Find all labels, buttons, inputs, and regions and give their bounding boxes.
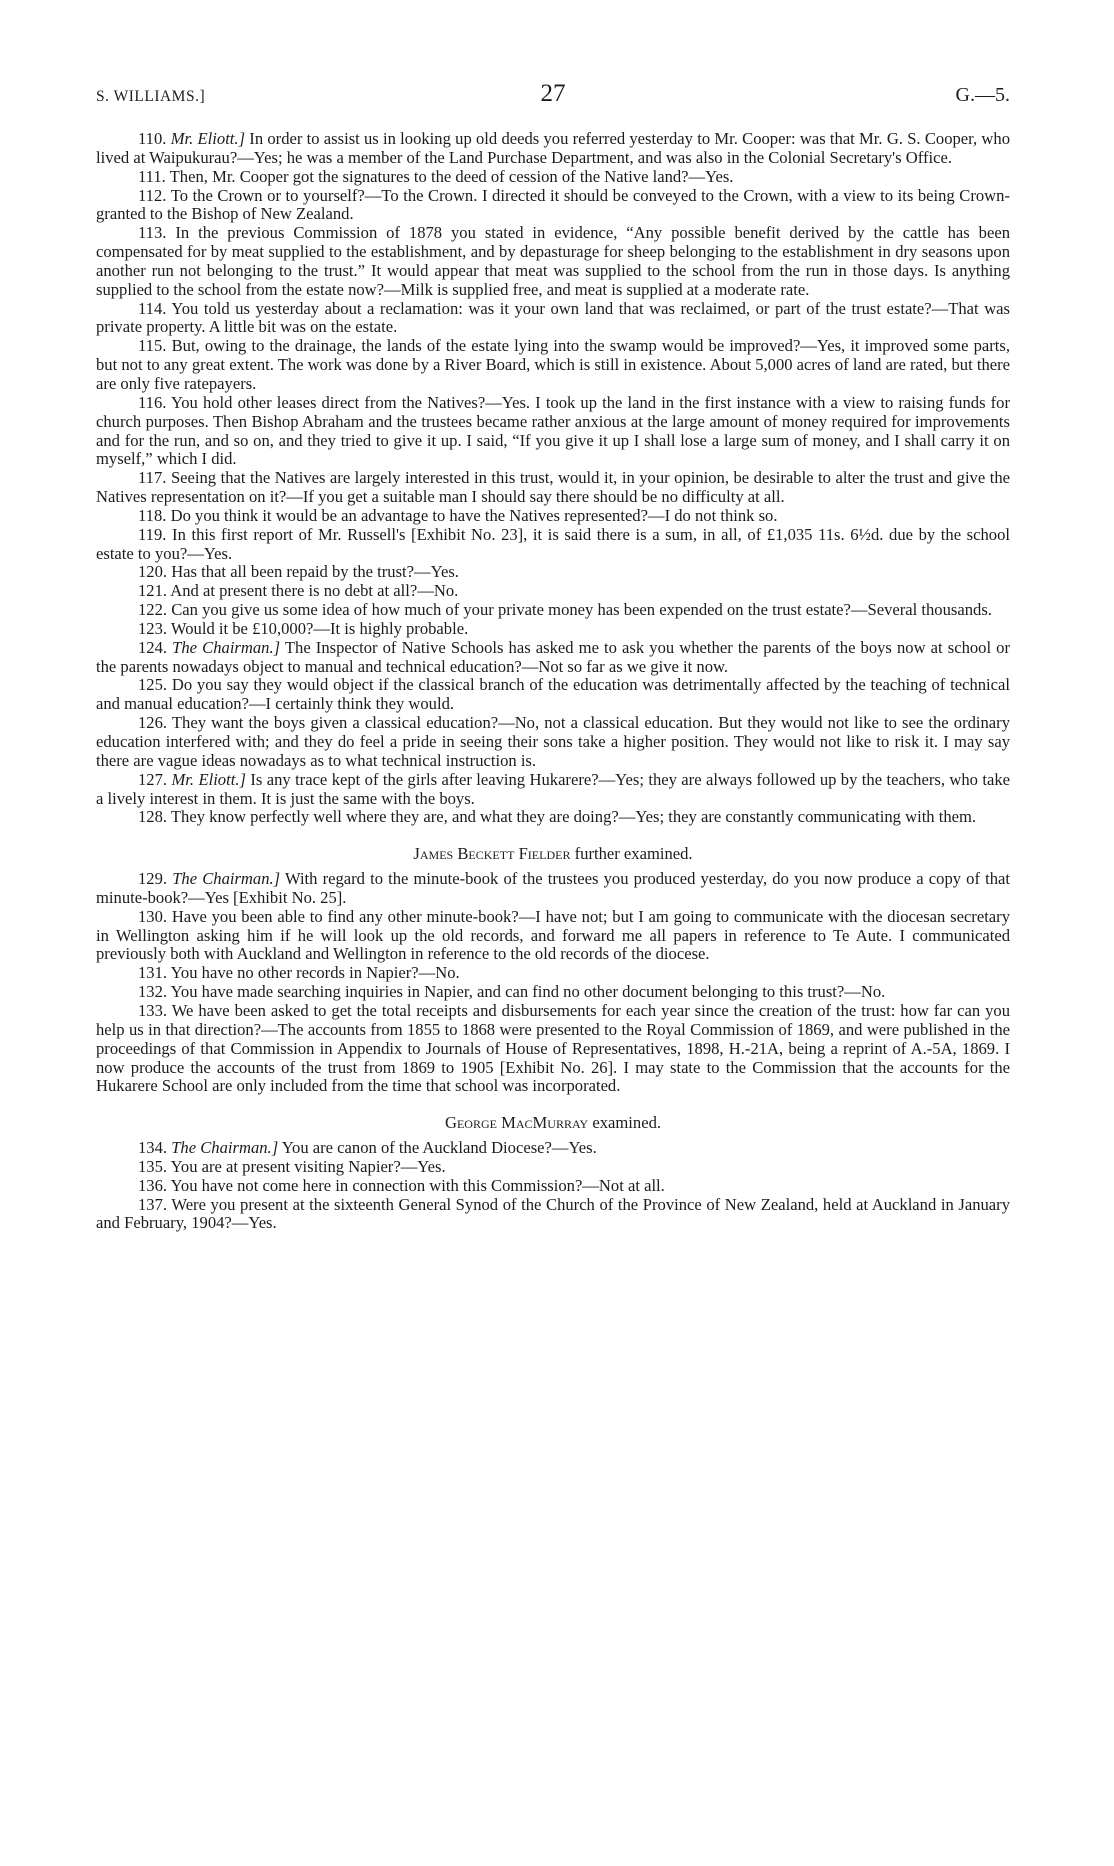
document-body: [96, 130, 1010, 1233]
question-paragraph: 123. Would it be £10,000?—It is highly probable.: [138, 618, 469, 638]
question-paragraph: 132. You have made searching inquiries in Napier, and can find no other document belonging to this trust?—No.: [138, 982, 886, 1002]
question-paragraph: 117. Seeing that the Natives are largely interested in this trust, would it, in your opinion, be desirable to alter the trust and give the Natives representation on it?—If you get a suitable man I should say there should be no difficulty at all.: [96, 468, 1010, 507]
question-paragraph: 134. The Chairman.] You are canon of the Auckland Diocese?—Yes.: [138, 1138, 597, 1158]
question-paragraph: 118. Do you think it would be an advantage to have the Natives represented?—I do not think so.: [138, 505, 778, 525]
question-paragraph: 126. They want the boys given a classical education?—No, not a classical education. But they would not like to see the ordinary education interfered with; and they do feel a pride in seeing their sons take a higher position. They would not like to risk it. I may say there are vague ideas nowadays as to what technical instruction is.: [96, 713, 1010, 770]
question-paragraph: 125. Do you say they would object if the classical branch of the education was detrimentally affected by the teaching of technical and manual education?—I certainly think they would.: [96, 675, 1010, 714]
question-paragraph: 113. In the previous Commission of 1878 you stated in evidence, “Any possible benefit derived by the cattle has been compensated for by meat supplied to the establishment, and by depasturage for sheep belonging to the establishment in dry seasons upon another run not belonging to the trust.” It would appear that meat was supplied to the school from the run in those days. Is anything supplied to the school from the estate now?—Milk is supplied free, and meat is supplied at a moderate rate.: [96, 223, 1010, 299]
question-paragraph: 120. Has that all been repaid by the trust?—Yes.: [138, 562, 459, 582]
witness-heading-macmurray: George MacMurray examined.: [444, 1113, 662, 1133]
question-paragraph: 110. Mr. Eliott.] In order to assist us in looking up old deeds you referred yesterday to Mr. Cooper: was that Mr. G. S. Cooper, who lived at Waipukurau?—Yes; he was a member of the Land Purchase Department, and was also in the Colonial Secretary's Office.: [96, 129, 1010, 167]
question-paragraph: 116. You hold other leases direct from the Natives?—Yes. I took up the land in the first instance with a view to raising funds for church purposes. Then Bishop Abraham and the trustees became rather anxious at the large amount of money required for improvements and for the run, and so on, and they tried to give it up. I said, “If you give it up I shall lose a large sum of money, and I shall carry it on myself,” which I did.: [96, 392, 1010, 469]
document-reference: G.—5.: [955, 84, 1010, 106]
question-paragraph: 129. The Chairman.] With regard to the minute-book of the trustees you produced yesterday, do you now produce a copy of that minute-book?—Yes [Exhibit No. 25].: [96, 869, 1010, 907]
page-number: 27: [540, 80, 566, 107]
question-paragraph: 135. You are at present visiting Napier?—Yes.: [138, 1156, 446, 1176]
question-paragraph: 121. And at present there is no debt at all?—No.: [138, 581, 459, 601]
evidence-block-3: [96, 1139, 1010, 1233]
question-paragraph: 133. We have been asked to get the total receipts and disbursements for each year since the creation of the trust: how far can you help us in that direction?—The accounts from 1855 to 1868 were presented to the Royal Commission of 1869, and were published in the proceedings of that Commission in Appendix to Journals of House of Representatives, 1898, H.-21A, being a reprint of A.-5A, 1869. I now produce the accounts of the trust from 1869 to 1905 [Exhibit No. 26]. I may state to the Commission that the accounts for the Hukarere School are only included from the time that school was incorporated.: [96, 1000, 1010, 1096]
question-paragraph: 111. Then, Mr. Cooper got the signatures to the deed of cession of the Native land?—Yes.: [138, 166, 734, 186]
page-header: [96, 80, 1010, 114]
running-head-witness: S. WILLIAMS.]: [96, 88, 206, 105]
question-paragraph: 128. They know perfectly well where they are, and what they are doing?—Yes; they are constantly communicating with them.: [138, 807, 977, 827]
question-paragraph: 130. Have you been able to find any other minute-book?—I have not; but I am going to communicate with the diocesan secretary in Wellington asking him if he will look up the old records, and forward me all papers in reference to Te Aute. I communicated previously both with Auckland and Wellington in reference to the old records of the diocese.: [96, 906, 1010, 964]
question-paragraph: 122. Can you give us some idea of how much of your private money has been expended on the trust estate?—Several thousands.: [138, 600, 992, 620]
question-paragraph: 124. The Chairman.] The Inspector of Native Schools has asked me to ask you whether the parents of the boys now at school or the parents nowadays object to manual and technical education?—Not so far as we give it now.: [96, 637, 1011, 676]
question-paragraph: 115. But, owing to the drainage, the lands of the estate lying into the swamp would be improved?—Yes, it improved some parts, but not to any great extent. The work was done by a River Board, which is still in existence. About 5,000 acres of land are rated, but there are only five ratepayers.: [96, 336, 1010, 393]
witness-heading-fielder: James Beckett Fielder further examined.: [413, 844, 693, 864]
question-paragraph: 131. You have no other records in Napier?—No.: [138, 963, 460, 983]
question-paragraph: 114. You told us yesterday about a reclamation: was it your own land that was reclaimed, or part of the trust estate?—That was private property. A little bit was on the estate.: [96, 298, 1010, 337]
question-paragraph: 119. In this first report of Mr. Russell's [Exhibit No. 23], it is said there is a sum, in all, of £1,035 11s. 6½d. due by the school estate to you?—Yes.: [96, 524, 1010, 563]
question-paragraph: 112. To the Crown or to yourself?—To the Crown. I directed it should be conveyed to the Crown, with a view to its being Crown-granted to the Bishop of New Zealand.: [96, 185, 1010, 224]
question-paragraph: 137. Were you present at the sixteenth General Synod of the Church of the Province of New Zealand, held at Auckland in January and February, 1904?—Yes.: [96, 1194, 1010, 1233]
evidence-block-2: [96, 870, 1010, 1096]
question-paragraph: 127. Mr. Eliott.] Is any trace kept of the girls after leaving Hukarere?—Yes; they are always followed up by the teachers, who take a lively interest in them. It is just the same with the boys.: [96, 769, 1010, 808]
question-paragraph: 136. You have not come here in connection with this Commission?—Not at all.: [138, 1175, 665, 1195]
evidence-block-1: [96, 130, 1010, 827]
